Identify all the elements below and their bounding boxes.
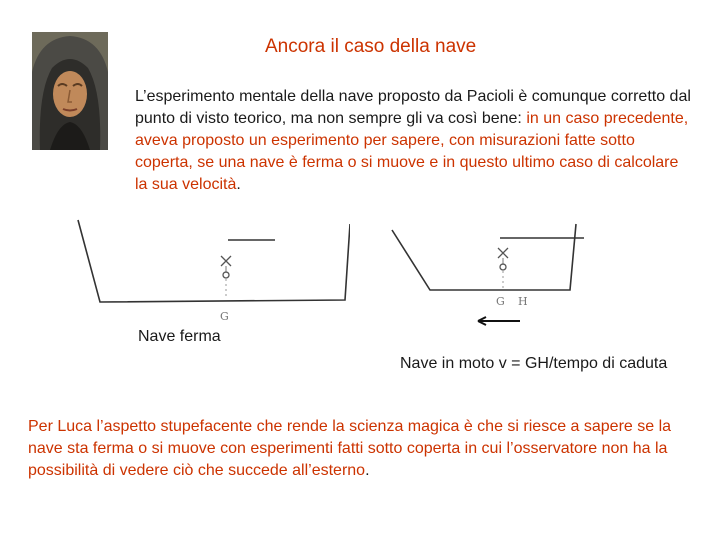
conclusion-end: . bbox=[365, 462, 370, 479]
still-ship-caption: Nave ferma bbox=[138, 328, 221, 345]
still-ship-diagram bbox=[60, 210, 350, 330]
conclusion-paragraph bbox=[28, 416, 698, 482]
moving-ship-caption: Nave in moto v = GH/tempo di caduta bbox=[400, 355, 668, 372]
intro-end: . bbox=[236, 176, 241, 193]
still-release-mark bbox=[221, 256, 231, 266]
portrait-image bbox=[32, 32, 108, 150]
still-ship-hull bbox=[78, 220, 350, 302]
still-label-g: G bbox=[220, 310, 229, 323]
moving-label-h: H bbox=[518, 295, 528, 308]
moving-label-g: G bbox=[496, 295, 505, 308]
intro-highlight: in un caso precedente, aveva proposto un esperimento per sapere, con misurazioni fatte sotto coperta, se una nave è ferma o si muove e in questo ultimo caso di calcolare la sua velocità bbox=[135, 110, 689, 193]
conclusion-text: Per Luca l’aspetto stupefacente che rende la scienza magica è che si riesce a sapere se la nave sta ferma o si muove con esperimenti fatti sotto coperta in cui l’osservatore non ha la possibilità di vedere ciò che succede all’esterno bbox=[28, 418, 672, 479]
moving-release-mark bbox=[498, 248, 508, 258]
intro-paragraph bbox=[135, 86, 695, 196]
slide-title: Ancora il caso della nave bbox=[265, 36, 477, 57]
intro-text: L’esperimento mentale della nave proposto da Pacioli è comunque corretto dal punto di visto teorico, ma non sempre gli va così bene: bbox=[135, 88, 691, 127]
moving-ship-hull bbox=[392, 224, 576, 290]
moving-ship-diagram bbox=[390, 210, 590, 330]
